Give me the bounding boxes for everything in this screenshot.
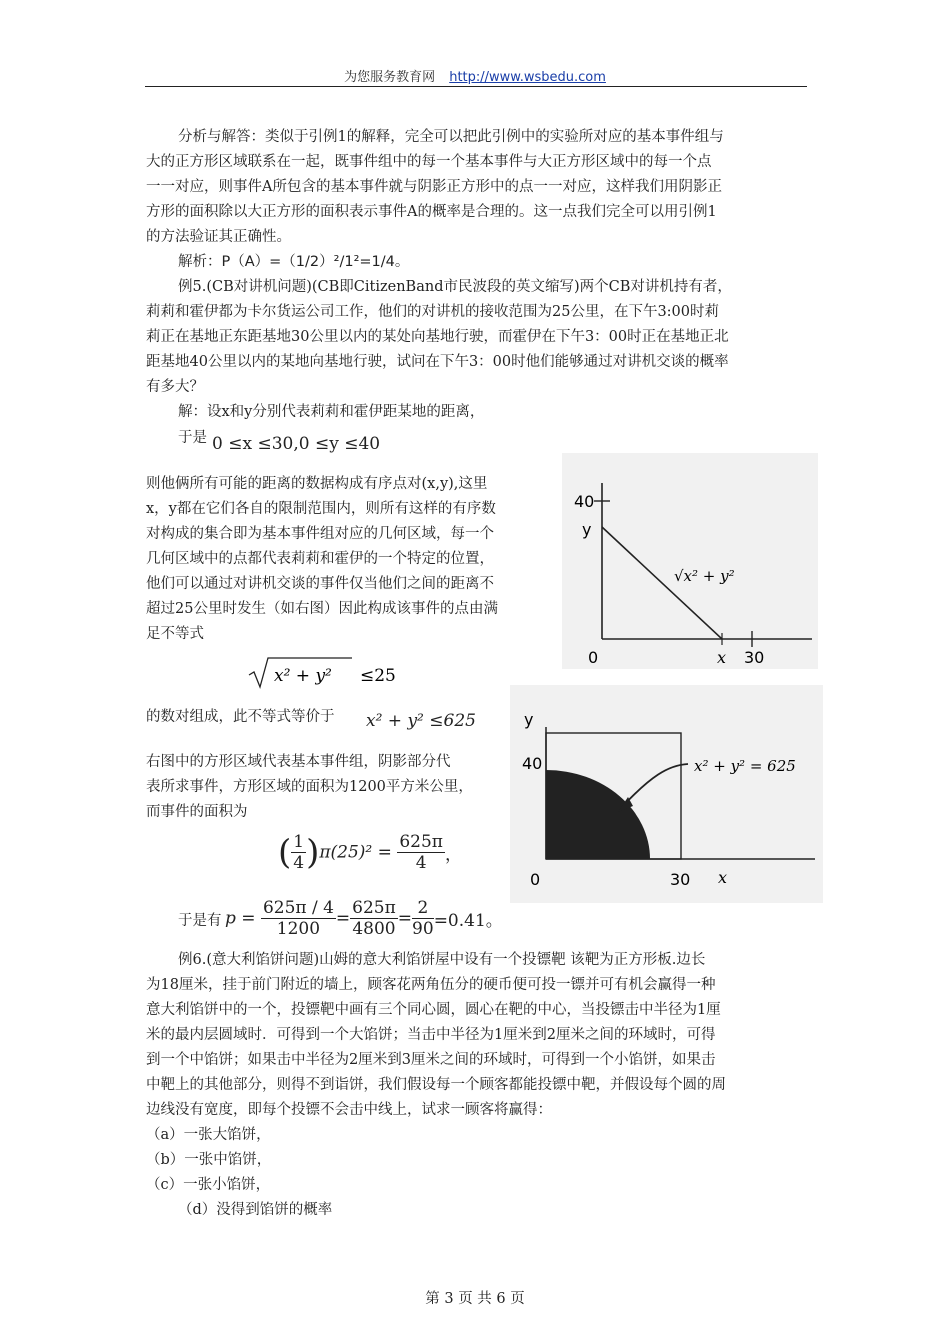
body-line-7: 足不等式 — [146, 626, 204, 642]
fig2-event-region — [546, 770, 650, 859]
inequality-range: 0 ≤x ≤30,0 ≤y ≤40 — [212, 434, 381, 454]
example6-line-7: 边线没有宽度，即每个投镖不会击中线上，试求一顾客将赢得： — [146, 1102, 552, 1118]
example6-line-2: 为18厘米，挂于前门附近的墙上，顾客花两角伍分的硬币便可投一镖并可有机会赢得一种 — [146, 977, 716, 993]
pairs-text: 的数对组成，此不等式等价于 — [146, 709, 335, 725]
inequality-625: x² + y² ≤625 — [366, 711, 476, 731]
solution-intro: 解：设x和y分别代表莉莉和霍伊距某地的距离， — [178, 404, 485, 420]
fig1-curve-label: √x² + y² — [674, 567, 735, 585]
region-line-3: 而事件的面积为 — [146, 804, 248, 820]
example5-line-3: 莉正在基地正东距基地30公里以内的某处向基地行驶，而霍伊在下午3：00时正在基地正北 — [146, 329, 729, 345]
figure-distance-triangle — [562, 453, 818, 669]
region-line-1: 右图中的方形区域代表基本事件组，阴影部分代 — [146, 754, 451, 770]
fig1-y-label: y — [582, 520, 592, 539]
fig2-y-label: y — [524, 710, 534, 729]
sqrt-sign — [246, 655, 406, 691]
region-line-2: 表所求事件，方形区域的面积为1200平方米公里， — [146, 779, 473, 795]
analysis-line-1: 分析与解答：类似于引例1的解释，完全可以把此引例中的实验所对应的基本事件组与 — [178, 129, 724, 145]
area-mid: π(25)² = — [319, 842, 392, 863]
area-formula: ( $\frac{1}{4}$ )π(25)² = $\frac{625\pi}{4}$ ， — [278, 832, 462, 873]
example5-line-4: 距基地40公里以内的某地向基地行驶，试问在下午3：00时他们能够通过对讲机交谈的概率 — [146, 354, 729, 370]
sqrt-rhs: ≤25 — [360, 666, 396, 686]
frac-one-num: 1 — [293, 832, 305, 852]
result-n2: 625π — [352, 898, 396, 918]
frac-one-den: 4 — [293, 853, 305, 873]
fig2-y-tick-label: 40 — [522, 754, 543, 773]
result-n1: 625π / 4 — [262, 898, 334, 918]
page-footer: 第 3 页 共 6 页 — [425, 1291, 525, 1307]
analysis-line-5: 的方法验证其正确性。 — [146, 229, 291, 245]
example6-line-5: 到一个中馅饼；如果击中半径为2厘米到3厘米之间的环域时，可得到一个小馅饼，如果击 — [146, 1052, 716, 1068]
fig2-pointer-arrow — [622, 764, 688, 807]
result-tail: =0.41。 — [433, 911, 503, 931]
example6-line-4: 米的最内层圆域时．可得到一个大馅饼；当击中半径为1厘米到2厘米之间的环域时，可得 — [146, 1027, 716, 1043]
area-num: 625π — [399, 832, 443, 852]
figure2-svg — [510, 685, 823, 903]
fig2-x-label: x — [718, 868, 728, 887]
body-line-5: 他们可以通过对讲机交谈的事件仅当他们之间的距离不 — [146, 576, 494, 592]
fig1-y-tick-label: 40 — [574, 492, 595, 511]
area-den: 4 — [415, 853, 427, 873]
result-formula: p = $\frac{625\pi / 4}{1200}$ = $\frac{625\pi}{4800}$ = $\frac{2}{90}$ =0.41。 — [225, 898, 503, 939]
example5-line-1: 例5.(CB对讲机问题)(CB即CitizenBand市民波段的英文缩写)两个CB对讲机持有者， — [178, 279, 732, 295]
item-d: （d）没得到馅饼的概率 — [178, 1202, 333, 1218]
result-n3: 2 — [412, 898, 434, 919]
fig1-x-label: x — [717, 648, 727, 667]
result-d1: 1200 — [276, 919, 321, 939]
site-url-link[interactable]: http://www.wsbedu.com — [449, 70, 606, 85]
figure1-svg — [562, 453, 818, 669]
yushi-label: 于是 — [178, 430, 207, 446]
body-line-4: 几何区域中的点都代表莉莉和霍伊的一个特定的位置， — [146, 551, 494, 567]
body-line-3: 对构成的集合即为基本事件组对应的几何区域，每一个 — [146, 526, 494, 542]
fig2-curve-label: x² + y² = 625 — [694, 757, 796, 775]
fig1-origin: 0 — [588, 648, 599, 667]
site-name: 为您服务教育网 — [344, 70, 436, 85]
result-d2: 4800 — [352, 919, 396, 939]
sqrt-inequality — [246, 655, 406, 695]
item-a: （a）一张大馅饼， — [146, 1127, 271, 1143]
analysis-result: 解析：P（A）=（1/2）²/1²=1/4。 — [178, 254, 410, 270]
example5-line-5: 有多大？ — [146, 379, 204, 395]
result-d3: 90 — [412, 919, 434, 939]
area-comma: ， — [444, 845, 462, 865]
sqrt-radicand: x² + y² — [274, 666, 332, 686]
header-rule — [145, 86, 807, 87]
body-line-2: x，y都在它们各自的限制范围内，则所有这样的有序数 — [146, 501, 496, 517]
analysis-line-2: 大的正方形区域联系在一起，既事件组中的每一个基本事件与大正方形区域中的每一个点 — [146, 154, 712, 170]
example6-line-3: 意大利馅饼中的一个，投镖靶中画有三个同心圆，圆心在靶的中心，当投镖击中半径为1厘 — [146, 1002, 721, 1018]
figure-quarter-circle — [510, 685, 823, 903]
item-c: （c）一张小馅饼， — [146, 1177, 271, 1193]
fig1-x-tick-label: 30 — [744, 648, 765, 667]
example6-line-6: 中靶上的其他部分，则得不到诣饼，我们假设每一个顾客都能投镖中靶，并假设每个圆的周 — [146, 1077, 726, 1093]
analysis-line-3: 一一对应，则事件A所包含的基本事件就与阴影正方形中的点一一对应，这样我们用阴影正 — [146, 179, 722, 195]
fig2-origin: 0 — [530, 870, 541, 889]
fig2-x-tick-label: 30 — [670, 870, 691, 889]
example5-line-2: 莉莉和霍伊都为卡尔货运公司工作，他们的对讲机的接收范围为25公里，在下午3:00时莉 — [146, 304, 720, 320]
analysis-line-4: 方形的面积除以大正方形的面积表示事件A的概率是合理的。这一点我们完全可以用引例1 — [146, 204, 717, 220]
item-b: （b）一张中馅饼， — [146, 1152, 272, 1168]
example6-line-1: 例6.(意大利馅饼问题)山姆的意大利馅饼屋中设有一个投镖靶 该靶为正方形板.边长 — [178, 952, 706, 968]
result-prefix: 于是有 — [178, 913, 222, 929]
body-line-1: 则他俩所有可能的距离的数据构成有序点对(x,y),这里 — [146, 476, 488, 492]
body-line-6: 超过25公里时发生（如右图）因此构成该事件的点由满 — [146, 601, 498, 617]
page-header — [0, 66, 950, 85]
result-p: p = — [225, 908, 256, 929]
